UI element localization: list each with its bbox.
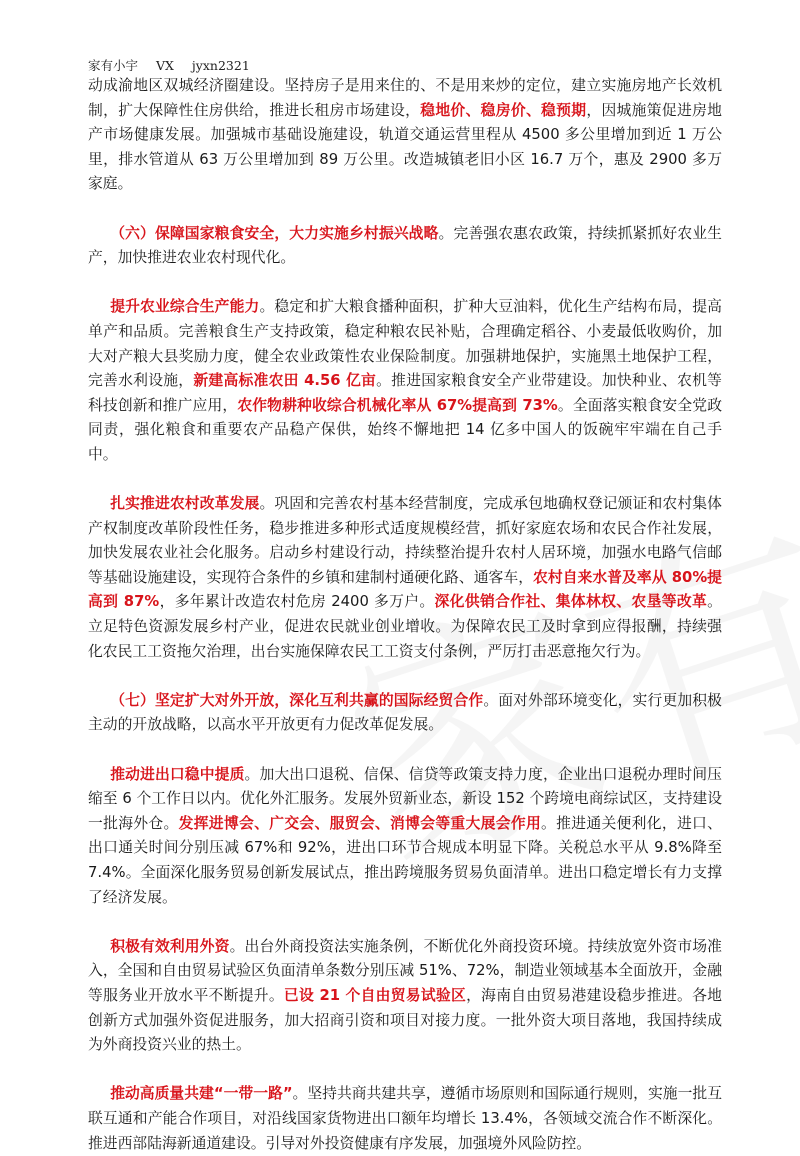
body-text: ，多年累计改造农村危房 2400 多万户。 — [159, 593, 435, 611]
paragraph-gap — [88, 1058, 722, 1083]
highlighted-text: 深化供销合作社、集体林权、农垦等改革 — [434, 593, 708, 611]
body-text: 。立足特色资源发展乡村产业，促进农民就业创业增收。为保障农民工及时拿到应得报酬，持续强化农民工工资拖欠治理，出台实施保障农民工工资支付条例，严厉打击恶意拖欠行为。 — [88, 593, 722, 660]
highlighted-text: 新建高标准农田 4.56 亿亩 — [193, 372, 377, 390]
highlighted-text: 已设 21 个自由贸易试验区 — [283, 986, 467, 1004]
paragraph-gap — [88, 664, 722, 689]
paragraph — [88, 1082, 722, 1156]
body-text: 。面对外部环境变化，实行更加积极主动的开放战略，以高水平开放更有力促改革促发展。 — [88, 691, 722, 734]
header-account: jyxn2321 — [191, 58, 250, 73]
paragraph-gap — [88, 271, 722, 296]
highlighted-text: 推动高质量共建“一带一路” — [110, 1085, 293, 1103]
paragraph — [88, 689, 722, 738]
body-text: ，海南自由贸易港建设稳步推进。各地创新方式加强外资促进服务，加大招商引资和项目对接力度。一批外资大项目落地，我国持续成为外商投资兴业的热土。 — [88, 986, 722, 1054]
highlighted-text: 提升农业综合生产能力 — [110, 298, 260, 316]
paragraph-gap — [88, 910, 722, 935]
highlighted-text: 发挥进博会、广交会、服贸会、消博会等重大展会作用 — [178, 814, 542, 832]
body-text: 。巩固和完善农村基本经营制度，完成承包地确权登记颁证和农村集体产权制度改革阶段性任务，稳步推进多种形式适度规模经营，抓好家庭农场和农民合作社发展，加快发展农业社会化服务。启动乡村建设行动，持续整治提升农村人居环境，加强水电路气信邮等基础设施建设，实现符合条件的乡镇和建制村通硬化路、通客车， — [88, 495, 722, 586]
paragraph-gap — [88, 738, 722, 763]
document-body — [88, 74, 722, 1156]
header-author: 家有小宇 — [88, 58, 139, 73]
highlighted-text: 积极有效利用外资 — [110, 937, 230, 955]
body-text: 。加大出口退税、信保、信贷等政策支持力度，企业出口退税办理时间压缩至 6 个工作日以内。优化外汇服务。发展外贸新业态，新设 152 个跨境电商综试区，支持建设一批海外仓。 — [88, 765, 722, 832]
paragraph — [88, 222, 722, 271]
paragraph-gap — [88, 468, 722, 493]
body-text: 。出台外商投资法实施条例，不断优化外商投资环境。持续放宽外资市场准入，全国和自由贸易试验区负面清单条数分别压减 51%、72%，制造业领域基本全面放开，金融等服务业开放水平不断提升。 — [88, 937, 722, 1004]
highlighted-text: 稳地价、稳房价、稳预期 — [420, 101, 587, 119]
body-text: ，因城施策促进房地产市场健康发展。加强城市基础设施建设，轨道交通运营里程从 4500 多公里增加到近 1 万公里，排水管道从 63 万公里增加到 89 万公里。改造城镇老旧小区 16.7 万个，惠及 2900 多万家庭。 — [88, 101, 722, 193]
paragraph — [88, 935, 722, 1058]
highlighted-text: 扎实推进农村改革发展 — [110, 495, 260, 513]
body-text: 。推进通关便利化，进口、出口通关时间分别压减 67%和 92%，进出口环节合规成本明显下降。关税总水平从 9.8%降至 7.4%。全面深化服务贸易创新发展试点，推出跨境服务贸易负面清单。进出口稳定增长有力支撑了经济发展。 — [88, 814, 722, 906]
paragraph — [88, 492, 722, 664]
body-text: 。完善强农惠农政策，持续抓紧抓好农业生产，加快推进农业农村现代化。 — [88, 224, 722, 267]
page-header — [88, 56, 264, 74]
body-text: 。全面落实粮食安全党政同责，强化粮食和重要农产品稳产保供，始终不懈地把 14 亿多中国人的饭碗牢牢端在自己手中。 — [88, 396, 722, 463]
body-text: 动成渝地区双城经济圈建设。坚持房子是用来住的、不是用来炒的定位，建立实施房地产长效机制，扩大保障性住房供给，推进长租房市场建设， — [88, 77, 722, 119]
paragraph — [88, 763, 722, 911]
body-text: 。推进国家粮食安全产业带建设。加快种业、农机等科技创新和推广应用， — [88, 372, 722, 414]
highlighted-text: （六）保障国家粮食安全，大力实施乡村振兴战略 — [110, 224, 439, 242]
paragraph — [88, 74, 722, 197]
header-vx-label: VX — [156, 58, 174, 73]
highlighted-text: 农作物耕种收综合机械化率从 67%提高到 73% — [237, 396, 558, 414]
highlighted-text: 农村自来水普及率从 80%提高到 87% — [88, 568, 722, 611]
paragraph-gap — [88, 197, 722, 222]
highlighted-text: （七）坚定扩大对外开放，深化互利共赢的国际经贸合作 — [110, 691, 484, 709]
body-text: 。坚持共商共建共享，遵循市场原则和国际通行规则，实施一批互联互通和产能合作项目，对沿线国家货物进出口额年均增长 13.4%，各领域交流合作不断深化。推进西部陆海新通道建设。引导对外投资健康有序发展，加强境外风险防控。 — [88, 1085, 722, 1152]
body-text: 。稳定和扩大粮食播种面积，扩种大豆油料，优化生产结构布局，提高单产和品质。完善粮食生产支持政策，稳定种粮农民补贴，合理确定稻谷、小麦最低收购价，加大对产粮大县奖励力度，健全农业政策性农业保险制度。加强耕地保护，实施黑土地保护工程，完善水利设施， — [88, 298, 722, 390]
highlighted-text: 推动进出口稳中提质 — [110, 765, 245, 783]
paragraph — [88, 295, 722, 467]
